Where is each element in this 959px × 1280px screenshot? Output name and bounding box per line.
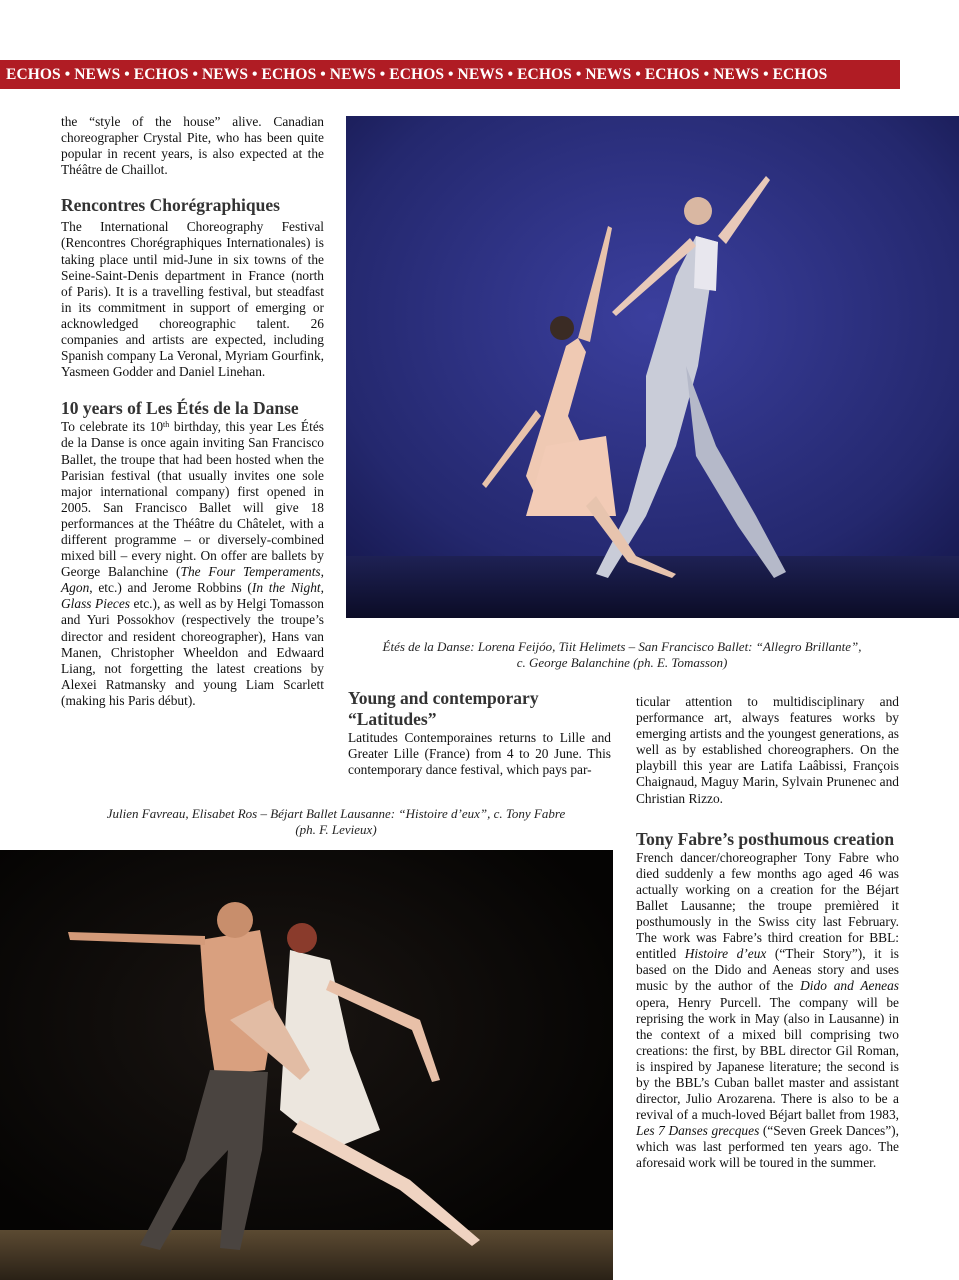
fabre-heading: Tony Fabre’s posthumous creation bbox=[636, 828, 895, 849]
photo-caption-2: Julien Favreau, Elisabet Ros – Béjart Ballet Lausanne: “Histoire d’eux”, c. Tony Fabre (ph. F. Levieux) bbox=[106, 806, 566, 837]
photo-allegro-brillante bbox=[346, 116, 959, 618]
section-banner: ECHOS • NEWS • ECHOS • NEWS • ECHOS • NEWS • ECHOS • NEWS • ECHOS • NEWS • ECHOS • NEWS • ECHOS bbox=[0, 60, 900, 89]
etes-body: To celebrate its 10th birthday, this year Les Étés de la Danse is once again inviting San Francisco Ballet, the troupe that had been hosted when the Parisian festival (that usually invites one sole major international company) first opened in 2005. San Francisco Ballet will give 18 performances at the Théâtre du Châtelet, with a different programme – or diversely-combined mixed bill – every night. On offer are ballets by George Balanchine (The Four Temperaments, Agon, etc.) and Jerome Robbins (In the Night, Glass Pieces etc.), as well as by Helgi Tomasson and Yuri Possokhov (respectively the troupe’s director and resident choreographer), Hans van Manen, Christopher Wheeldon and Edwaard Liang, not forgetting the latest creations by Alexei Ratmansky and young Liam Scarlett (making his Paris début). bbox=[61, 419, 324, 708]
left-column bbox=[61, 114, 324, 709]
photo-histoire-deux bbox=[0, 850, 613, 1280]
intro-paragraph: the “style of the house” alive. Canadian choreographer Crystal Pite, who has been quite popular in recent years, is also expected at the Théâtre de Chaillot. bbox=[61, 114, 324, 178]
latitudes-heading: Young and contemporary “Latitudes” bbox=[348, 688, 539, 729]
photo-caption-1: Étés de la Danse: Lorena Feijóo, Tiit Helimets – San Francisco Ballet: “Allegro Brillante”, c. George Balanchine (ph. E. Tomasson) bbox=[382, 639, 862, 670]
latitudes-body-part1: Latitudes Contemporaines returns to Lille and Greater Lille (France) from 4 to 20 June. This contemporary dance festival, which pays par- bbox=[348, 730, 611, 778]
etes-heading: 10 years of Les Étés de la Danse bbox=[61, 398, 299, 419]
right-column bbox=[636, 694, 899, 1172]
middle-column bbox=[348, 688, 611, 778]
dancers-illustration-1 bbox=[346, 116, 959, 618]
latitudes-body-part2: ticular attention to multidisciplinary and performance art, always features works by emerging artists and the youngest generations, as well as by established choreographers. On the playbill this year are Latifa Laâbissi, François Chaignaud, Maguy Marin, Sylvain Prunenec and Christian Rizzo. bbox=[636, 694, 899, 806]
dancers-illustration-2 bbox=[0, 850, 613, 1280]
fabre-body: French dancer/choreographer Tony Fabre who died suddenly a few months ago aged 46 was actually working on a creation for the Béjart Ballet Lausanne; the troupe premièred it posthumously in the Swiss city last February. The work was Fabre’s third creation for BBL: entitled Histoire d’eux (“Their Story”), it is based on the Dido and Aeneas story and uses music by the author of the Dido and Aeneas opera, Henry Purcell. The company will be reprising the work in May (also in Lausanne) in the context of a mixed bill comprising two creations: the first, by BBL director Gil Roman, is inspired by Japanese literature; the second is by the BBL’s Cuban ballet master and assistant director, Julio Arozarena. There is also to be a revival of a much-loved Béjart ballet from 1983, Les 7 Danses grecques (“Seven Greek Dances”), which was last performed ten years ago. The aforesaid work will be toured in the summer. bbox=[636, 849, 899, 1171]
rencontres-body: The International Choreography Festival (Rencontres Chorégraphiques Internationales) is taking place until mid-June in six towns of the Seine-Saint-Denis department in France (north of Paris). It is a travelling festival, but steadfast in its commitment in support of emerging or acknowledged choreographic talent. 26 companies and artists are expected, including Spanish company La Veronal, Myriam Gourfink, Yasmeen Godder and Daniel Linehan. bbox=[61, 219, 324, 380]
rencontres-heading: Rencontres Chorégraphiques bbox=[61, 195, 280, 216]
